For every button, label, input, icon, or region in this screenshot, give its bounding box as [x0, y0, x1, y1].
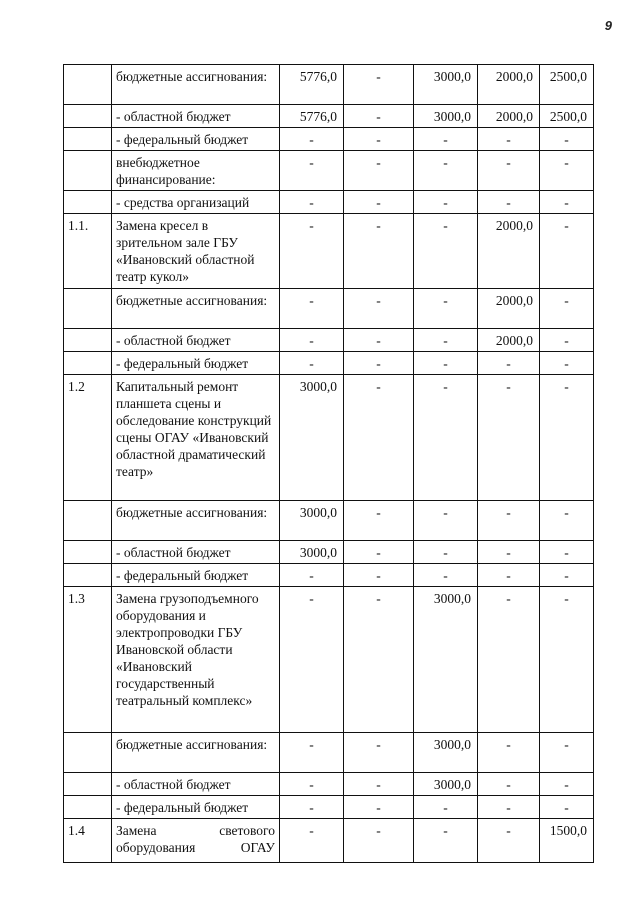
table-row — [64, 541, 594, 564]
value-col-3: 3000,0 — [414, 733, 478, 773]
value-col-5: 2500,0 — [540, 105, 594, 128]
table-row — [64, 733, 594, 773]
value-col-2: - — [344, 214, 414, 289]
value-col-4: 2000,0 — [478, 105, 540, 128]
value-col-3: - — [414, 541, 478, 564]
value-col-3: - — [414, 796, 478, 819]
value-col-5: - — [540, 289, 594, 329]
value-col-2: - — [344, 773, 414, 796]
value-col-3: - — [414, 819, 478, 863]
value-col-1: 3000,0 — [280, 541, 344, 564]
item-description: внебюджетное финансирование: — [112, 151, 280, 191]
value-col-4: 2000,0 — [478, 289, 540, 329]
table-row — [64, 352, 594, 375]
value-col-4: - — [478, 541, 540, 564]
item-description: - федеральный бюджет — [112, 128, 280, 151]
table-row — [64, 128, 594, 151]
value-col-1: - — [280, 733, 344, 773]
item-description: Замена кресел в зрительном зале ГБУ «Ивановский областной театр кукол» — [112, 214, 280, 289]
value-col-4: - — [478, 773, 540, 796]
value-col-1: - — [280, 151, 344, 191]
item-number — [64, 796, 112, 819]
value-col-4: 2000,0 — [478, 65, 540, 105]
value-col-2: - — [344, 65, 414, 105]
value-col-4: - — [478, 151, 540, 191]
value-col-5: - — [540, 541, 594, 564]
value-col-4: 2000,0 — [478, 214, 540, 289]
value-col-5: - — [540, 191, 594, 214]
value-col-2: - — [344, 128, 414, 151]
value-col-2: - — [344, 819, 414, 863]
value-col-5: - — [540, 352, 594, 375]
table-row — [64, 587, 594, 733]
table-row — [64, 191, 594, 214]
item-description: Замена грузоподъемного оборудования и электропроводки ГБУ Ивановской области «Ивановский государственный театральный комплекс» — [112, 587, 280, 733]
value-col-1: 3000,0 — [280, 375, 344, 501]
value-col-3: 3000,0 — [414, 105, 478, 128]
item-description: - федеральный бюджет — [112, 796, 280, 819]
item-number — [64, 289, 112, 329]
value-col-2: - — [344, 733, 414, 773]
value-col-4: - — [478, 501, 540, 541]
value-col-3: - — [414, 214, 478, 289]
item-number — [64, 191, 112, 214]
value-col-2: - — [344, 564, 414, 587]
table-row — [64, 151, 594, 191]
value-col-5: 1500,0 — [540, 819, 594, 863]
value-col-3: 3000,0 — [414, 773, 478, 796]
value-col-1: - — [280, 773, 344, 796]
value-col-5: 2500,0 — [540, 65, 594, 105]
item-number — [64, 773, 112, 796]
value-col-2: - — [344, 352, 414, 375]
item-number: 1.2 — [64, 375, 112, 501]
value-col-3: 3000,0 — [414, 587, 478, 733]
item-description: - федеральный бюджет — [112, 352, 280, 375]
value-col-2: - — [344, 191, 414, 214]
value-col-3: - — [414, 151, 478, 191]
value-col-3: - — [414, 329, 478, 352]
value-col-2: - — [344, 501, 414, 541]
value-col-2: - — [344, 329, 414, 352]
item-description: бюджетные ассигнования: — [112, 65, 280, 105]
value-col-1: 5776,0 — [280, 65, 344, 105]
value-col-4: - — [478, 819, 540, 863]
value-col-4: - — [478, 796, 540, 819]
item-description: - областной бюджет — [112, 773, 280, 796]
item-number — [64, 105, 112, 128]
value-col-1: - — [280, 329, 344, 352]
page-number: 9 — [604, 18, 612, 33]
table-row — [64, 214, 594, 289]
item-number — [64, 128, 112, 151]
value-col-2: - — [344, 587, 414, 733]
value-col-3: - — [414, 352, 478, 375]
value-col-3: - — [414, 128, 478, 151]
value-col-5: - — [540, 214, 594, 289]
item-description: Замена светового оборудования ОГАУ — [112, 819, 280, 863]
item-number — [64, 564, 112, 587]
value-col-5: - — [540, 329, 594, 352]
item-description: - областной бюджет — [112, 541, 280, 564]
item-number: 1.4 — [64, 819, 112, 863]
item-description: бюджетные ассигнования: — [112, 501, 280, 541]
value-col-5: - — [540, 501, 594, 541]
item-description: - средства организаций — [112, 191, 280, 214]
item-description: - областной бюджет — [112, 105, 280, 128]
value-col-3: - — [414, 375, 478, 501]
value-col-5: - — [540, 128, 594, 151]
value-col-5: - — [540, 796, 594, 819]
value-col-1: - — [280, 128, 344, 151]
item-number — [64, 65, 112, 105]
value-col-3: - — [414, 289, 478, 329]
table-row — [64, 819, 594, 863]
value-col-4: - — [478, 564, 540, 587]
value-col-4: - — [478, 191, 540, 214]
value-col-2: - — [344, 289, 414, 329]
item-description: - федеральный бюджет — [112, 564, 280, 587]
value-col-2: - — [344, 541, 414, 564]
value-col-4: - — [478, 352, 540, 375]
value-col-5: - — [540, 733, 594, 773]
item-number — [64, 541, 112, 564]
value-col-2: - — [344, 375, 414, 501]
item-description: - областной бюджет — [112, 329, 280, 352]
value-col-1: - — [280, 289, 344, 329]
value-col-5: - — [540, 564, 594, 587]
item-number — [64, 501, 112, 541]
value-col-4: - — [478, 733, 540, 773]
table-row — [64, 796, 594, 819]
table-row — [64, 105, 594, 128]
value-col-4: 2000,0 — [478, 329, 540, 352]
value-col-4: - — [478, 587, 540, 733]
value-col-4: - — [478, 375, 540, 501]
item-number — [64, 352, 112, 375]
value-col-2: - — [344, 151, 414, 191]
value-col-4: - — [478, 128, 540, 151]
item-description: бюджетные ассигнования: — [112, 289, 280, 329]
table-row — [64, 773, 594, 796]
value-col-3: - — [414, 564, 478, 587]
value-col-5: - — [540, 375, 594, 501]
value-col-2: - — [344, 105, 414, 128]
table-row — [64, 289, 594, 329]
value-col-1: - — [280, 819, 344, 863]
table-row — [64, 329, 594, 352]
value-col-3: - — [414, 191, 478, 214]
value-col-3: 3000,0 — [414, 65, 478, 105]
value-col-3: - — [414, 501, 478, 541]
item-number — [64, 733, 112, 773]
item-number: 1.3 — [64, 587, 112, 733]
value-col-1: - — [280, 214, 344, 289]
value-col-2: - — [344, 796, 414, 819]
item-description: бюджетные ассигнования: — [112, 733, 280, 773]
value-col-1: - — [280, 191, 344, 214]
value-col-5: - — [540, 773, 594, 796]
item-number — [64, 329, 112, 352]
item-number — [64, 151, 112, 191]
value-col-1: - — [280, 796, 344, 819]
value-col-1: - — [280, 564, 344, 587]
value-col-1: 3000,0 — [280, 501, 344, 541]
budget-table — [63, 64, 594, 863]
value-col-1: - — [280, 352, 344, 375]
table-row — [64, 375, 594, 501]
table-row — [64, 65, 594, 105]
value-col-1: 5776,0 — [280, 105, 344, 128]
value-col-5: - — [540, 587, 594, 733]
table-row — [64, 501, 594, 541]
value-col-1: - — [280, 587, 344, 733]
item-number: 1.1. — [64, 214, 112, 289]
item-description: Капитальный ремонт планшета сцены и обследование конструкций сцены ОГАУ «Ивановский областной драматический театр» — [112, 375, 280, 501]
value-col-5: - — [540, 151, 594, 191]
table-row — [64, 564, 594, 587]
